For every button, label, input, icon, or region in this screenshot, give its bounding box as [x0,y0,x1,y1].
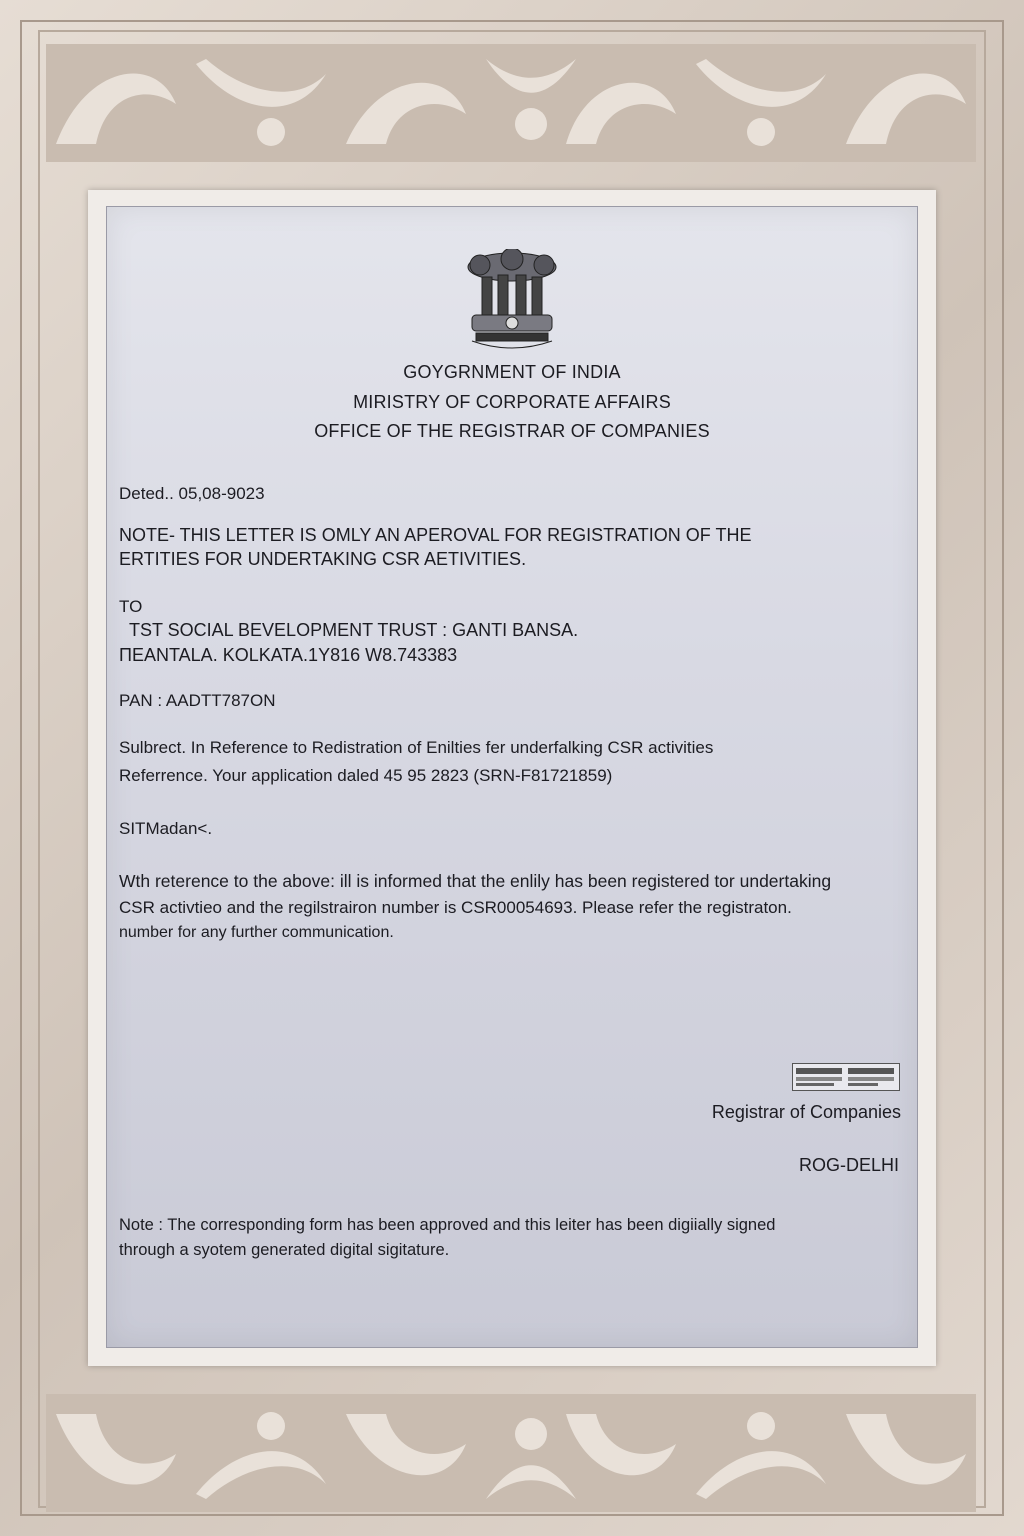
reference-line: Referrence. Your application daled 45 95 2823 (SRN-F81721859) [119,766,613,785]
recipient-address: ΠEANTALA. KOLKATA.1Y816 W8.743383 [119,645,458,665]
salutation: SITMadan<. [119,819,213,838]
header-line-ministry: MIRISTRY OF CORPORATE AFFAIRS [353,392,671,412]
ornament-band-bottom [46,1394,976,1512]
letter-date: Deted.. 05,08-9023 [119,484,265,503]
note-top-line2: ERTITIES FOR UNDERTAKING CSR AETIVITIES. [119,549,527,569]
body-line1: Wth reterence to the above: ill is informed that the enlily has been registered tor undertaking [119,871,832,891]
header-line-government: GOYGRNMENT OF INDIA [403,362,621,382]
letter-paper [106,206,918,1348]
note-top-line1: NOTE- THIS LETTER IS OMLY AN APEROVAL FOR REGISTRATION OF THE [119,525,752,545]
signatory-title: Registrar of Companies [711,1102,901,1122]
pan-number: PAN : AADTT787ON [119,691,276,710]
body-line3: number for any further communication. [119,924,394,941]
state-emblem-icon [462,249,562,359]
digital-signature-stamp-icon [792,1063,900,1091]
note-bottom-line1: Note : The corresponding form has been approved and this leiter has been digiially signed [119,1216,776,1234]
subject-line: Sulbrect. In Reference to Redistration of Enilties fer underfalking CSR activities [119,738,714,757]
recipient-name: TST SOCIAL BEVELOPMENT TRUST : GANTI BANSA. [129,620,579,640]
signatory-office: ROG-DELHI [798,1155,899,1175]
ornament-band-top [46,44,976,162]
recipient-to: TO [119,597,143,616]
header-line-office: OFFICE OF THE REGISTRAR OF COMPANIES [314,421,710,441]
note-bottom-line2: through a syotem generated digital sigitature. [119,1241,450,1259]
body-line2: CSR activtieo and the regilstrairon number is CSR00054693. Please refer the registraton. [119,898,792,917]
